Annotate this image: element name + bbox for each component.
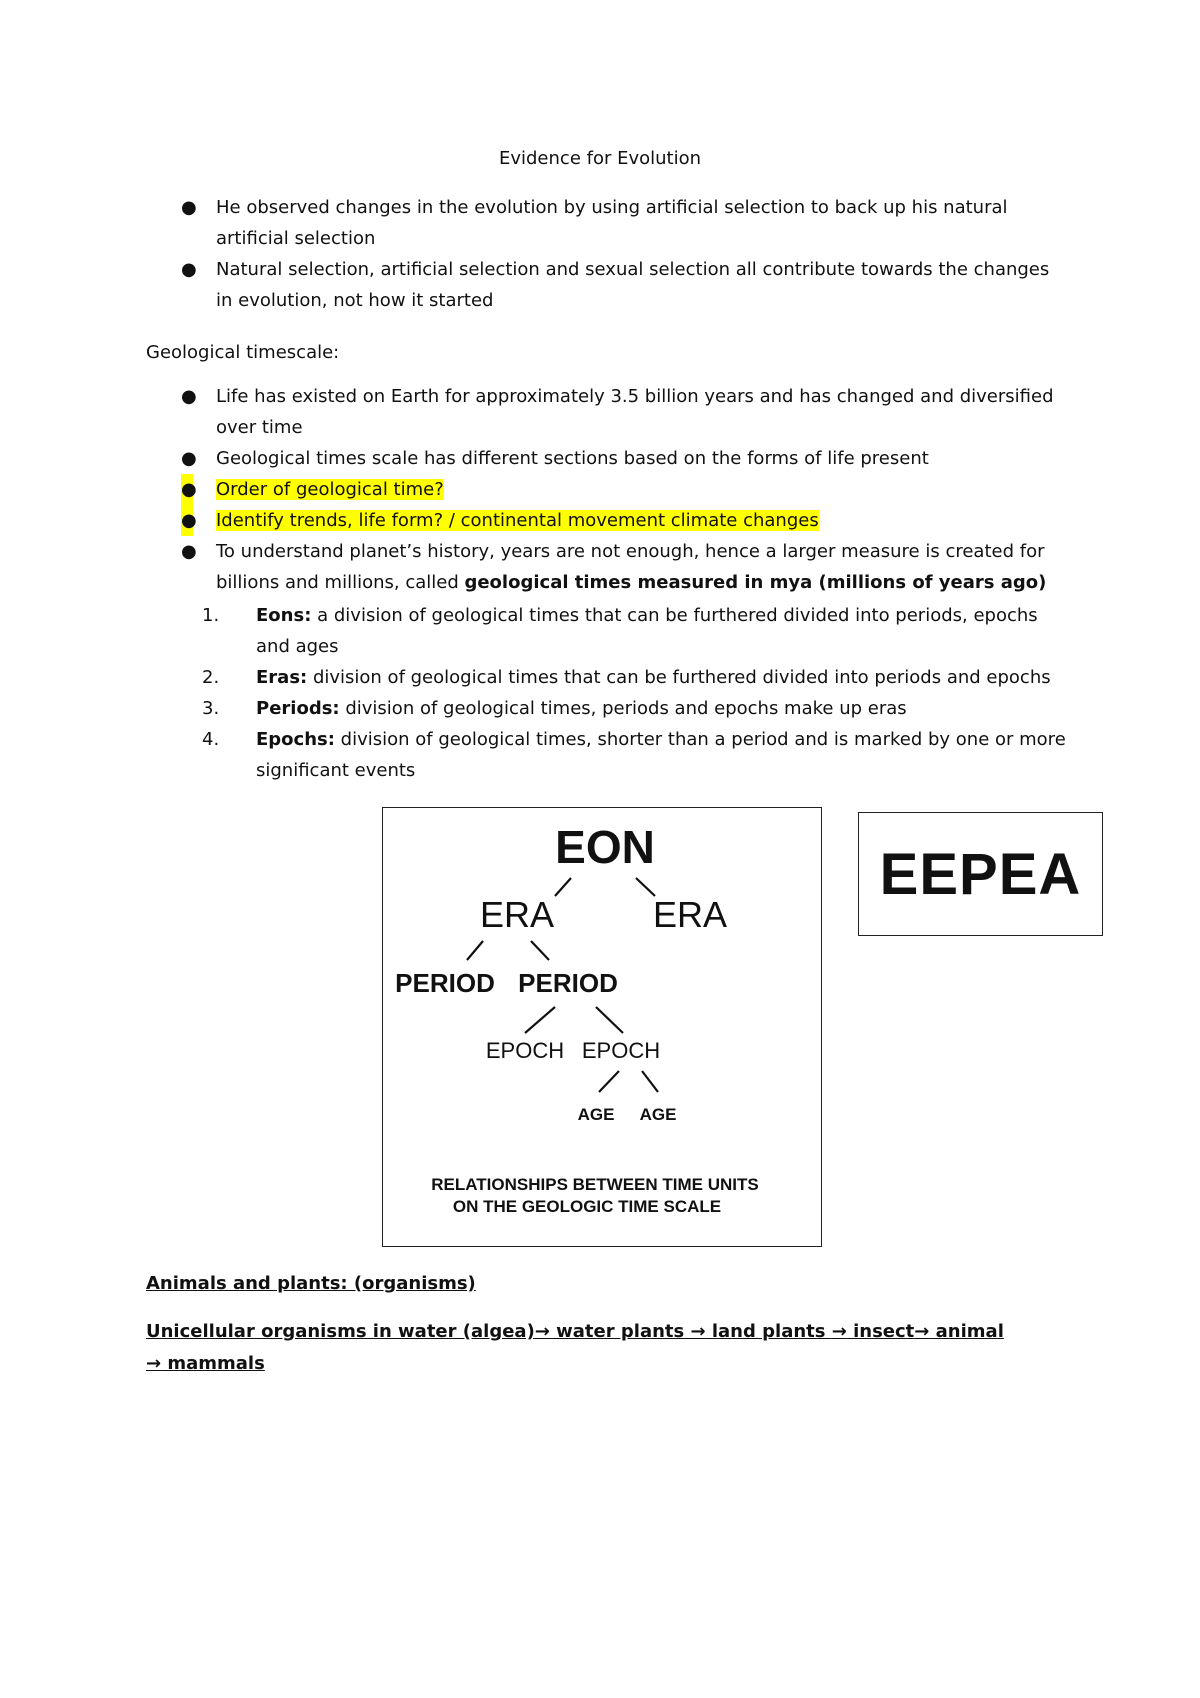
list-item xyxy=(202,662,1072,693)
highlighted-text: Identify trends, life form? / continental movement climate changes xyxy=(216,510,819,531)
bold-text: geological times measured in mya (millions of years ago) xyxy=(464,572,1047,593)
connector-line xyxy=(636,878,655,896)
arrow-icon: → xyxy=(690,1321,706,1342)
time-units-diagram xyxy=(382,807,822,1247)
sequence-step: water plants xyxy=(549,1321,691,1342)
list-item xyxy=(202,693,1072,724)
age-right-label: AGE xyxy=(639,1105,677,1124)
list-item xyxy=(202,600,1072,662)
list-item xyxy=(146,474,1066,505)
epoch-left-label: EPOCH xyxy=(485,1038,565,1063)
geo-bullet-list xyxy=(146,381,1066,598)
bullet-icon: ● xyxy=(181,505,193,536)
era-right-label: ERA xyxy=(652,894,728,935)
list-item xyxy=(146,254,1066,316)
definition: division of geological times, periods and epochs make up eras xyxy=(339,698,907,719)
period-left-label: PERIOD xyxy=(395,968,495,998)
animals-plants-heading: Animals and plants: (organisms) xyxy=(146,1273,476,1294)
arrow-icon: → xyxy=(146,1353,162,1374)
bullet-text: Geological times scale has different sections based on the forms of life present xyxy=(216,448,929,469)
bullet-icon: ● xyxy=(181,197,197,218)
geological-timescale-label: Geological timescale: xyxy=(146,342,340,363)
sequence-step: animal xyxy=(929,1321,1004,1342)
bullet-text: He observed changes in the evolution by using artificial selection to back up his natural artificial selection xyxy=(216,197,1008,249)
list-number: 1. xyxy=(202,605,220,626)
period-right-label: PERIOD xyxy=(518,968,618,998)
arrow-icon: → xyxy=(914,1321,930,1342)
list-item xyxy=(146,381,1066,443)
epoch-right-label: EPOCH xyxy=(581,1038,661,1063)
connector-line xyxy=(525,1007,555,1033)
mnemonic-box: EEPEA xyxy=(858,812,1103,936)
intro-bullet-list xyxy=(146,192,1066,316)
caption-line-1: RELATIONSHIPS BETWEEN TIME UNITS xyxy=(431,1175,759,1194)
bullet-text: To understand planet’s history, years are not enough, hence a larger measure is created for billions and millions, called xyxy=(216,541,1045,593)
list-number: 4. xyxy=(202,729,220,750)
list-item xyxy=(146,443,1066,474)
sequence-step: mammals xyxy=(161,1353,265,1374)
age-left-label: AGE xyxy=(577,1105,615,1124)
bullet-icon: ● xyxy=(181,474,193,505)
term: Epochs: xyxy=(256,729,335,750)
connector-line xyxy=(467,941,483,960)
list-item xyxy=(146,192,1066,254)
bullet-icon: ● xyxy=(181,259,197,280)
definition: a division of geological times that can be furthered divided into periods, epochs and ages xyxy=(256,605,1038,657)
caption-line-2: ON THE GEOLOGIC TIME SCALE xyxy=(452,1197,722,1216)
definition: division of geological times that can be furthered divided into periods and epochs xyxy=(307,667,1051,688)
sequence-step: land plants xyxy=(705,1321,832,1342)
arrow-icon: → xyxy=(831,1321,847,1342)
sequence-step: Unicellular organisms in water (algea) xyxy=(146,1321,535,1342)
evolution-sequence xyxy=(146,1316,1006,1380)
page-title: Evidence for Evolution xyxy=(498,148,702,169)
list-number: 2. xyxy=(202,667,220,688)
term: Eras: xyxy=(256,667,308,688)
bullet-icon: ● xyxy=(181,541,197,562)
list-number: 3. xyxy=(202,698,220,719)
eon-label: EON xyxy=(555,821,655,873)
connector-line xyxy=(599,1071,619,1092)
list-item xyxy=(146,505,1066,536)
highlighted-text: Order of geological time? xyxy=(216,479,444,500)
connector-line xyxy=(596,1007,623,1033)
bullet-text: Life has existed on Earth for approximately 3.5 billion years and has changed and diversified over time xyxy=(216,386,1054,438)
hierarchy-svg xyxy=(383,808,823,1248)
term: Eons: xyxy=(256,605,312,626)
connector-line xyxy=(555,878,571,896)
list-item xyxy=(146,536,1066,598)
era-left-label: ERA xyxy=(479,894,555,935)
definition: division of geological times, shorter than a period and is marked by one or more significant events xyxy=(256,729,1066,781)
bullet-text: Natural selection, artificial selection and sexual selection all contribute towards the changes in evolution, not how it started xyxy=(216,259,1050,311)
bullet-icon: ● xyxy=(181,386,197,407)
term: Periods: xyxy=(256,698,340,719)
arrow-icon: → xyxy=(534,1321,550,1342)
list-item xyxy=(202,724,1072,786)
sequence-step: insect xyxy=(846,1321,915,1342)
connector-line xyxy=(642,1071,658,1092)
connector-line xyxy=(531,941,549,960)
bullet-icon: ● xyxy=(181,448,197,469)
time-units-list xyxy=(202,600,1072,786)
